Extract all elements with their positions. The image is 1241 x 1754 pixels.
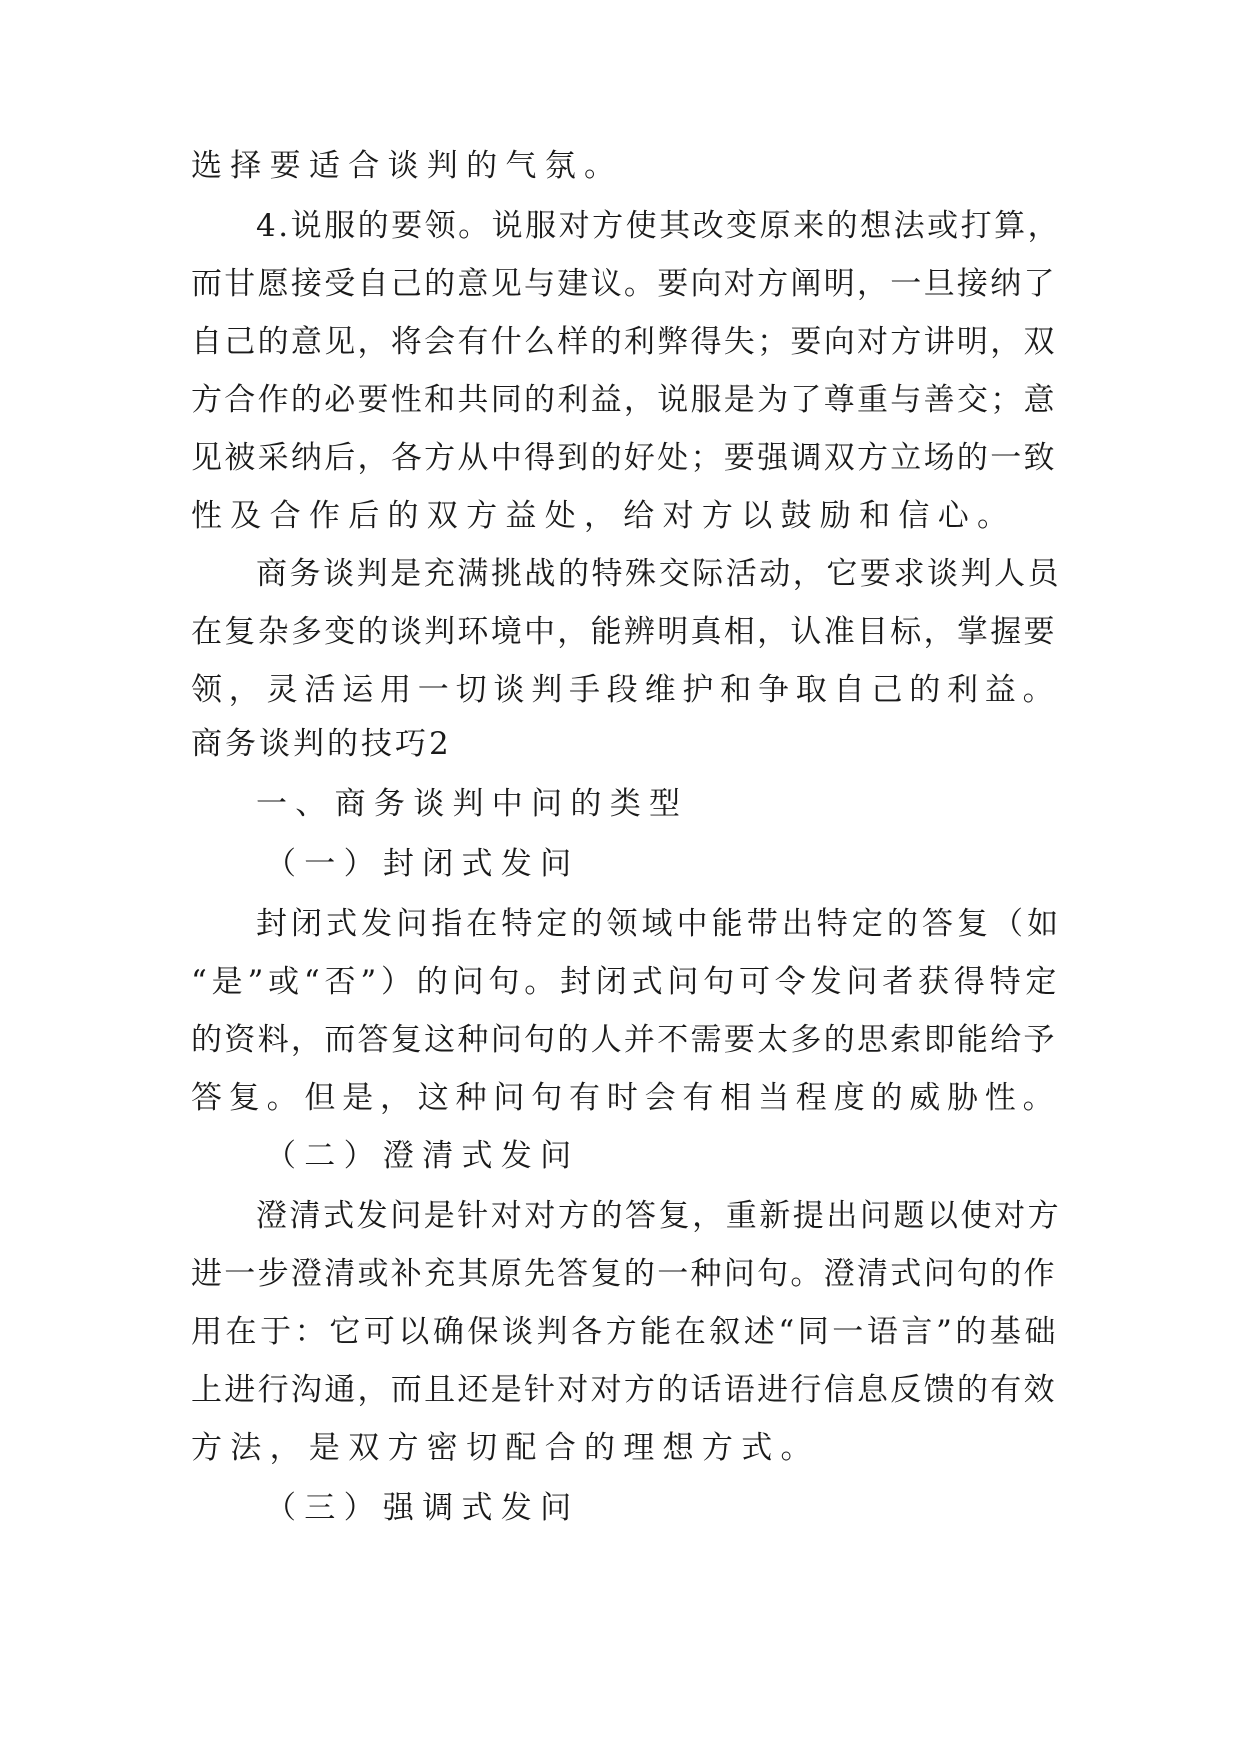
- section-heading: 商务谈判的技巧2: [191, 726, 452, 762]
- paragraph-line: 领，灵活运用一切谈判手段维护和争取自己的利益。: [191, 672, 1061, 708]
- paragraph-line: 方法，是双方密切配合的理想方式。: [191, 1430, 820, 1466]
- paragraph-line: 性及合作后的双方益处，给对方以鼓励和信心。: [191, 498, 1017, 534]
- paragraph-line: 4.说服的要领。说服对方使其改变原来的想法或打算，: [256, 208, 1062, 244]
- paragraph-line: “是”或“否”）的问句。封闭式问句可令发问者获得特定: [191, 964, 1062, 1000]
- paragraph-line: 商务谈判是充满挑战的特殊交际活动，它要求谈判人员: [256, 556, 1062, 592]
- paragraph-line: 选择要适合谈判的气氛。: [191, 148, 624, 184]
- paragraph-line: 而甘愿接受自己的意见与建议。要向对方阐明，一旦接纳了: [191, 266, 1057, 302]
- paragraph-line: 自己的意见，将会有什么样的利弊得失；要向对方讲明，双: [191, 324, 1057, 360]
- paragraph-line: 方合作的必要性和共同的利益，说服是为了尊重与善交；意: [191, 382, 1057, 418]
- paragraph-line: 见被采纳后，各方从中得到的好处；要强调双方立场的一致: [191, 440, 1057, 476]
- paragraph-line: 答复。但是，这种问句有时会有相当程度的威胁性。: [191, 1080, 1061, 1116]
- subsection-heading: （一）封闭式发问: [265, 846, 580, 882]
- subsection-heading: （二）澄清式发问: [265, 1138, 580, 1174]
- paragraph-line: 的资料，而答复这种问句的人并不需要太多的思索即能给予: [191, 1022, 1057, 1058]
- subsection-heading: （三）强调式发问: [265, 1490, 580, 1526]
- paragraph-line: 进一步澄清或补充其原先答复的一种问句。澄清式问句的作: [191, 1256, 1057, 1292]
- paragraph-line: 澄清式发问是针对对方的答复，重新提出问题以使对方: [256, 1198, 1062, 1234]
- paragraph-line: 在复杂多变的谈判环境中，能辨明真相，认准目标，掌握要: [191, 614, 1057, 650]
- paragraph-line: 封闭式发问指在特定的领域中能带出特定的答复（如: [256, 906, 1063, 942]
- subsection-heading: 一、商务谈判中问的类型: [256, 786, 689, 822]
- paragraph-line: 上进行沟通，而且还是针对对方的话语进行信息反馈的有效: [191, 1372, 1057, 1408]
- paragraph-line: 用在于：它可以确保谈判各方能在叙述“同一语言”的基础: [191, 1314, 1059, 1350]
